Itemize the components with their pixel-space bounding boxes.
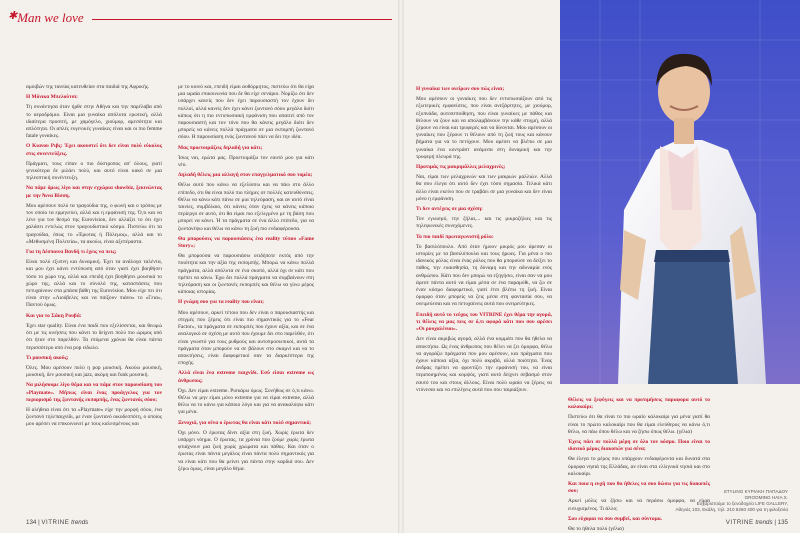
- question: Μας προετοιμάζεις δηλαδή για κάτι;: [178, 144, 263, 151]
- answer: Τον εγωισμό, την ζήλια,... και τις μικροζήλιες και τις τηλεφωνικές συνεχόμενες.: [416, 216, 552, 230]
- article-column-2: [178, 84, 314, 494]
- answer: Πράγματι, τους είπαν ο πιο δύστροπος απ' όλους, γιατί γενικότερα δε μιλάει πολύ, και αυτό είναι κακό σε μια τηλεοπτική συνέντευξη.: [26, 160, 162, 182]
- question: Για τη Δέσποινα Βανδή τι έχεις να πεις;: [26, 249, 117, 256]
- photo-credits: [628, 489, 788, 513]
- answer: Όχι. Δεν είμαι extreme. Ρισκάρω όμως. Συνήθως σε ό,τι κάνω. Θέλω να μην είμαι μόνο extreme για να είμαι extreme, αλλά θέλω να το κάνω για κάποιο λόγο και για να ανακαλύψω κάτι για μένα.: [178, 387, 314, 416]
- section-header: [8, 10, 84, 26]
- page-number-right: 135: [777, 519, 788, 526]
- question: Η γυναίκα των ονείρων σου πώς είναι;: [416, 86, 505, 92]
- portrait-illustration: [560, 0, 800, 384]
- answer: Η αλήθεια είναι ότι τα «Playmate» είχε την μορφή σόου, ένα ζωντανό τηλεπαιχνίδι, με έναν ζωντανό οικοδεσπότη, ο οποίος μου αρέσει να επικοινωνεί με τους καλεσμένους και: [26, 406, 162, 428]
- spine-gutter: [398, 0, 404, 533]
- question: Και για το Σάκη Ρουβά:: [26, 312, 82, 319]
- answer: Είναι πολύ εξυπνη και δυναμική. Έχει τα ανάλογα ταλέντα, και μου έχει κάνει εντύπωση από όταν γιατί έχει βοηθήσει τόσο το χώρο της, αλλά και επειδή έχει βοηθήσει μουσικά το χώρο της, αλλά και το σύνολό της, καταστάσεις που πετυχαίνουν στα μπάσα βάθη της Eurovision. Μου είχε πει ότι είναι στην «Λιούβελες και να παίξουν πιάνο» το «Γεια», Παντού όμως.: [26, 259, 162, 309]
- answer: Τη συνάντησα όταν ήρθε στην Αθήνα και την παρέλαβα από το αεροδρόμιο. Είναι μια γυναίκα απόλυτα ερωτική, αλλά ιδιαίτερα προσιτή, με χαμόγελο, χιούμορ, αμεσότητα και απλότητα. Οι απλές ευγενικές γυναίκες είναι και οι πιο femme fatale γυναίκες.: [26, 104, 162, 140]
- question: Και ποια η ευχή που θα ήθελες να σου δώσω για τις διακοπές σου;: [568, 481, 710, 495]
- question: Αλλά είναι ένα extreme παιχνίδι. Εσύ είσαι extreme ως άνθρωπος;: [178, 370, 314, 384]
- question: Θα μπορούσες να παρουσιάσεις ένα reality τύπου «Fame Story»;: [178, 235, 314, 250]
- answer: Όλες. Μου αρέσουν πολύ η pop μουσική. Ακούω μουσική, μουσική, δεν μουσική και jazz, ακόμη και funk μουσική.: [26, 364, 162, 379]
- article-column-3: [416, 84, 552, 494]
- answer: με το κοινό και, επειδή είμαι αυθόρμητος, πιστεύω ότι θα είχα μια ωραία επικοινωνία που δε θα είχε σενάριο. Νομίζω ότι δεν υπάρχει κανείς που δεν έχει παρουσιαστή τον έχουν δει πολλοί, αλλά κανείς δεν έχει κάνει ζωντανό σόου μεγάλο διότι κάπως ότι η πιο εντυπωσιακή εμφάνιση που απαιτεί από τον παρουσιαστή και τον τόνο που θα κάνεις μεγάλο διότι δεν μπορείς να κάνεις πολλά πράγματα σε μια εκπομπή ζωντανό σόου. Η παρουσίαση ενός ζωντανού πάει να δει την ιδέα.: [178, 84, 314, 141]
- credit-grooming: GROOMING ΗΛΙΑ Χ.: [744, 495, 788, 500]
- answer: Θέλω αυτό που κάνω να εξελίσσω και να πάω στο άλλο επίπεδο, ότι θα είναι πολύ πιο πλήρες σε πολλές κατευθύνσεις. Θέλω να κάνω κάτι πάνω σε μια τηλεόραση, και αν αυτό είναι ταινίες, συμβόλαιο, ότι κάνεις όταν έχεις να κάνεις κάποιο περίεργο σε αυτό, ότι θα είμαι πιο εξελιγμένο με τη βάση που μπορεί να κάνει. Ή τα πράγματα σε ένα άλλο επίπεδο, για να ζωντανέψω και θέλω να κάνω τη ζωή πιο ενδιαφέρουσα.: [178, 182, 314, 232]
- star-icon: ✱: [8, 10, 18, 22]
- question: Ξενυχιά, για σένα ο έρωτας θα είναι κάτι πολύ σημαντικό;: [178, 419, 312, 426]
- answer: Θα έλεγα το μέρος που υπάρχουν ενδιαφέροντα και δυνατά στα όμορφα νησιά της Ελλάδας, αν είναι στα ελληνικά νησιά και στο καλοκαίρι.: [568, 456, 710, 477]
- answer: αμοιβών της ταινίας κατευθείαν στα παιδιά της Αφρικής.: [26, 84, 150, 90]
- answer: Έχει star quality. Είναι ένα παιδί που εξελίσσεται, και θεωρώ ότι με τις κινήσεις που κάνει το δείχνει πολύ πιο ώριμος από ότι ήταν στο παρελθόν. Τα επόμενα χρόνια θα είναι πάντα περισσότερο από ένα pop είδωλο.: [26, 322, 162, 351]
- header-rule: [92, 19, 392, 20]
- question: Προτιμάς τις μακριμάλλες μελαχρινές;: [416, 164, 506, 171]
- question: Έχεις πάει σε πολλά μέρη σε όλο τον κόσμο. Ποιο είναι το ιδανικό μέρος διακοπών για σένα;: [568, 439, 710, 453]
- answer: Ναι, είμαι των μελαχρινών και των μακριών μαλλιών. Αλλά θα σου έλεγα ότι αυτό δεν έχει τόσο σημασία. Τελικά κάτι άλλο είναι εκείνο που σε τραβάει σε μια γυναίκα και δεν είναι μόνο η εμφάνιση.: [416, 174, 552, 202]
- question: Τι μουσική ακούς;: [26, 354, 69, 361]
- answer: Πιστεύω ότι θα είναι το πιο ωραίο καλοκαίρι για μένα γιατί θα είναι το πρώτο καλοκαίρι που θα είμαι ελεύθερος να κάνω ό,τι θέλω, να πάω όπου θέλω και να ζήσω όπως θέλω. (γέλια): [568, 414, 710, 435]
- portrait-photo: [560, 0, 800, 384]
- question: Η Μόνικα Μπελούτσι:: [26, 94, 78, 101]
- question: Δηλαδή θέλεις μια αλλαγή στον επαγγελματικό σου τομέα;: [178, 172, 313, 179]
- question: Η γνώμη σου για τα reality που είναι;: [178, 299, 264, 306]
- question: Επειδή αυτό το τεύχος του VITRINE έχει θέμα την αγορά, τι θέλεις να μας πεις σε ό,τι αφορά κάτι που σου αρέσει «Οι ρουχαλένιοι».: [416, 311, 552, 333]
- answer: Μου αρέσουν, αρκεί τέτοιο που δεν είναι ο παρουσιαστής και στιγμές που ξέρεις ότι είναι πιο σημαντικός για το «Fear Factor», τα πράγματα σε εκπομπές που έχουν αξία, και σε ένα αναλογικό σε σχέση με αυτό που έχουμε δει στο παρελθόν, ότι είναι γνωστό για τους ρυθμούς και αυτοπροσωπικοί, αυτά τα πράγματα όταν μπορούν να σε βάλουν στο σκαμνί και να το αποκτήσεις, είναι διαφορετικό σαν τα διαρκέστερα της εποχής.: [178, 309, 314, 367]
- answer: Θα το ήθελα πολύ (γέλια): [568, 526, 624, 533]
- magazine-name-right: VITRINE: [725, 519, 754, 526]
- question: Να πάμε όμως λίγο και στην εγχώρια showbiz, ξεκινώντας με την Άννα Βίσση.: [26, 185, 162, 199]
- answer: Θα μπορούσα να παρουσιάσω οτιδήποτε εκτός από την ποιότητα και την αξία της εκπομπής. Μπορώ να κάνω πολλά πράγματα, αλλά απόλυτα σε ένα σκοπό, αλλά όχι σε κάτι που πρέπει να κάνω. Έχω δει πολλά πράγματα να συμβαίνουν στη τηλεόραση και οι ζωντανές εκπομπές και θέλω να γίνω μέρος κάποιας ιστορίας.: [178, 253, 314, 296]
- answer: Μου αρέσουν οι γυναίκες που δεν εντυπωσιάζουν από τις εξωτερικές εμφανίσεις, που είναι ανεξάρτητες, με χιούμορ, εξυπνάδα, αυτοπεποίθηση, που είναι γυναίκες με πάθος και θέλουν να ζουν και να απολαμβάνουν την κάθε στιγμή, αλλά ξέρουν να είναι και τρυφερές και να δίνονται. Μου αρέσουν οι γυναίκες που ξέρουν τι θέλουν από τη ζωή τους και κάνουν βήματα για να το πετύχουν. Μου αρέσει να βλέπω σε μια γυναίκα ένα κοντράστ ανάμεσα στη δυναμική και την τρυφερή πλευρά της.: [416, 96, 552, 160]
- question: Θέλεις να ξεφύγεις και να προτιμήσεις παραφορα αυτό το καλοκαίρι;: [568, 397, 710, 411]
- credit-styling: STYLING ΚΥΡΙΑΚΗ ΠΑΠΑΔΟΥ: [723, 489, 788, 494]
- answer: Όχι μόνο. Ο έρωτας δίνει αξία στη ζωή. Χωρίς έρωτα δεν υπάρχει νόημα. Ο έρωτας, τα χρόνια που ζούμε χωρίς έρωτα φτιάχνουν μια ζωή χωρίς χρώματα και πάθος. Και όταν ο έρωτας είναι πάντα μεγάλος είναι πάντα πολύ σημαντικός για να είναι κάτι που θα μείνει για πάντα στην καρδιά σου. Δεν ξέρω όμως, είναι μεγάλο θέμα.: [178, 429, 314, 472]
- question: Ο Κιανου Ριβς: Έχει ακουστεί ότι δεν είναι πολύ εύκολος στις συνεντεύξεις.: [26, 143, 162, 157]
- answer: Δεν είναι ακριβώς αγορά, αλλά ένα κομμάτι που θα ήθελα να αποκτήσω. Ως ένας άνθρωπος που θέλει να ζει όμορφα, θέλω να αγοράζω πράγματα που μου αρέσουν, και πράγματα που έχουν κάποια αξία, όχι πολύ ακριβά, αλλά ποιότητα. Ένας άνδρας πρέπει να φροντίζει την εμφάνισή του, να είναι περιποιημένος και κομψός, γιατί αυτό δείχνει σεβασμό στον εαυτό του και στους άλλους. Είναι πολύ ωραίο να ξέρεις να ντύνεσαι και να επιλέγεις αυτά που σου ταιριάζουν.: [416, 336, 552, 393]
- answer: Το βασιλόπουλο. Από όταν ήμουν μικρός μου άρεσαν οι ιστορίες με τα βασιλόπουλα και τους ήρωες. Για μένα ο πιο ιδανικός ρόλος είναι ένας ρόλος που θα μπορούσε να δείξει το πάθος, την ευαισθησία, τη δύναμη και την αδυναμία ενός ανθρώπου. Κάτι που δεν μπορώ να εξηγήσω, είναι σαν να μου άρεσε πάντα αυτό να είμαι μέσα σε ένα παραμύθι, να ζω σε έναν κόσμο διαφορετικό, γιατί έτσι βλέπω τη ζωή. Είναι όμορφο όταν μπορείς να ζεις μέσα στη φαντασία σου, να ονειρεύεσαι και να πετυχαίνεις αυτά που ονειρεύτηκες.: [416, 243, 552, 308]
- question: Σου εύχομαι να σου συμβεί, και σύντομα.: [568, 515, 663, 522]
- page-number-left: 134: [26, 519, 37, 526]
- article-column-1: [26, 84, 162, 494]
- question: Το πιο παιδί πρωταγωνιστή ρόλο:: [416, 233, 494, 240]
- section-title: Man we love: [17, 10, 84, 25]
- magazine-tag-right: trends: [755, 519, 773, 526]
- magazine-tag-left: trends: [71, 519, 89, 526]
- folio-left: 134 | VITRINE trends: [26, 519, 89, 526]
- credit-address: Αθηνάς 103, Εκάλη, τηλ. 210 6260 400 για τη φιλοξενία: [675, 507, 788, 512]
- answer: Μου αρέσουν πολύ τα τραγούδια της, ο φωνή και ο τρόπος με τον οποίο τα ερμηνεύει, αλλά και η εμφάνισή της. Ό,τι και να λένε για τον θεσμό της Eurovision, δεν αλλάζει το ότι έχει χαλάσει εντελώς στον τραγουδιστικό κόσμο. Πιστεύω ότι τα τραγούδια, όπως το «Έρωτας ή Πόλεμος», αλλά και το «Μεθυσμένη Πολιτεία», τα ακούω, είναι αξεπέραστα.: [26, 202, 162, 245]
- question: Να μιλήσουμε λίγο θέμα και να πάμε στον παρουσίαση του «Playmate». Μήπως είναι ένας προάγγελος για τον περιορισμό της ζωντανής εκπομπής, ένας ζωντανός σόου;: [26, 382, 162, 403]
- magazine-name-left: VITRINE: [41, 519, 70, 526]
- question: Τι δεν αντέχεις σε μια σχέση:: [416, 206, 483, 213]
- answer: Ίσως ναι, ερώτα μας. Προετοιμάζω τον εαυτό μου για κάτι νέο.: [178, 154, 314, 169]
- answer: Αρκεί μόλις να ζήσω και να περάσω όμορφα, να είμαι ευτυχισμένος. Τι άλλο;: [568, 498, 710, 512]
- folio-right: VITRINE trends | 135: [725, 519, 788, 526]
- credit-thanks: Ευχαριστούμε το ξενοδοχείο LIFE GALLERY,: [696, 501, 788, 506]
